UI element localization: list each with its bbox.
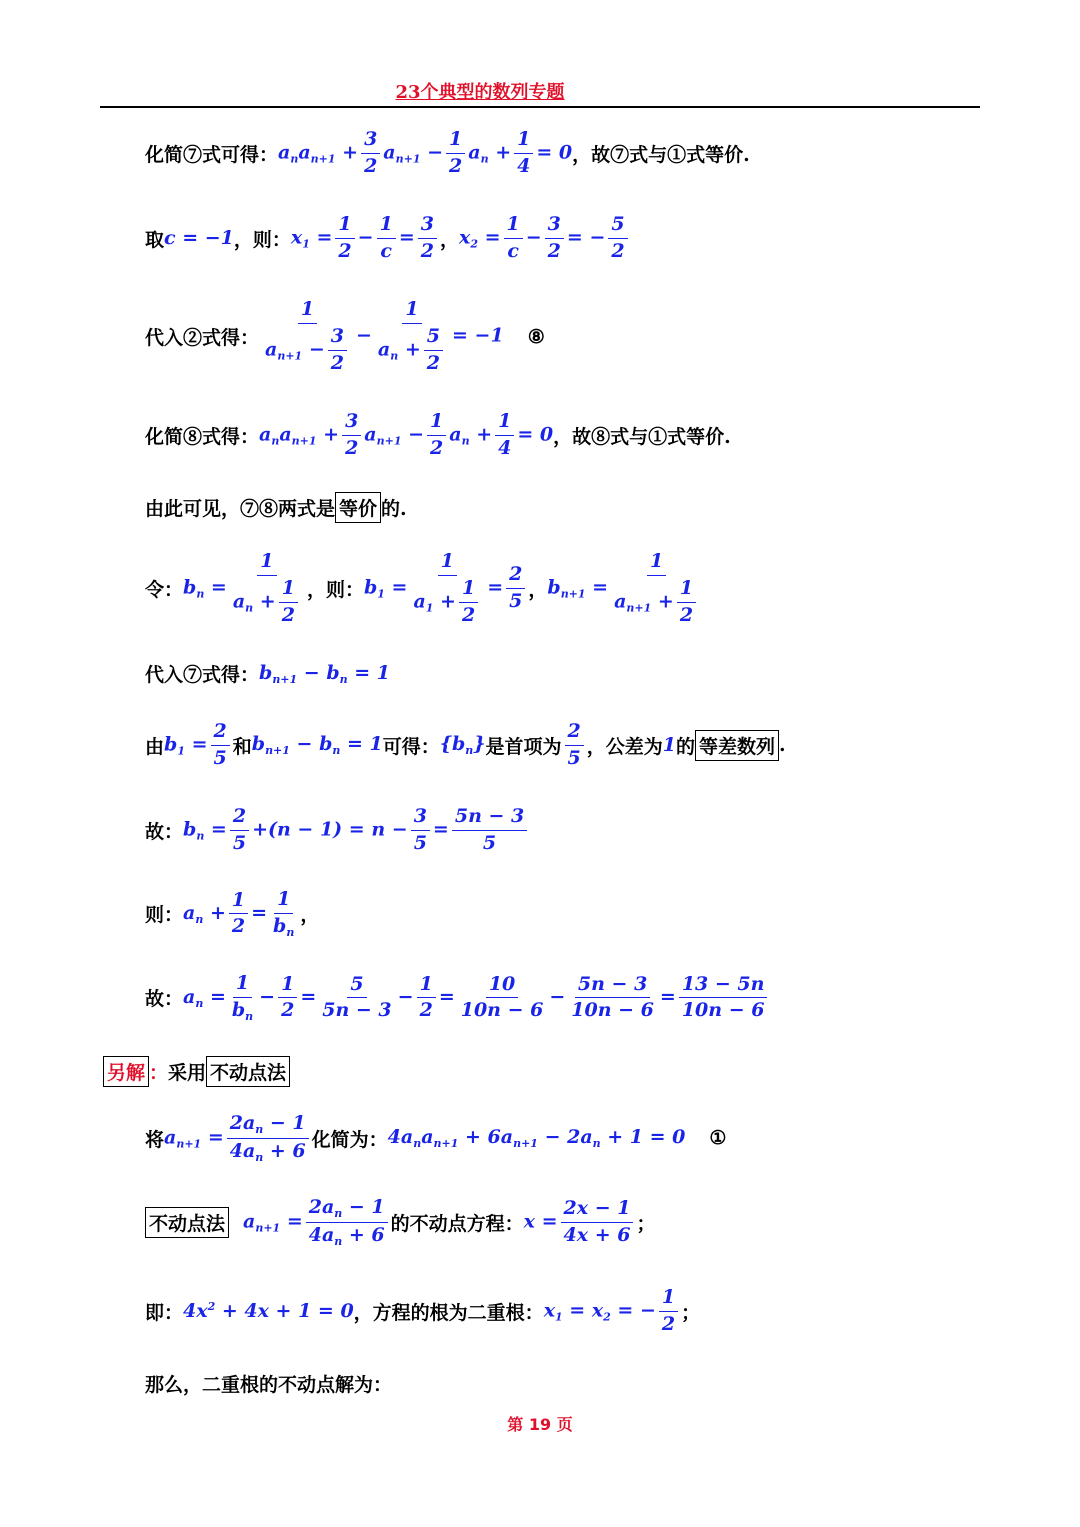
boxed-term: 等价: [335, 492, 381, 523]
text: 则：: [145, 904, 184, 927]
line-then-an: [145, 888, 319, 940]
text: 化简为：: [311, 1128, 388, 1151]
text: 和: [232, 735, 252, 758]
line-equivalent: [145, 492, 407, 523]
header-rule: [100, 106, 980, 108]
line-recurrence: [145, 1112, 726, 1165]
formula: $a_n$ = $\frac{1}{b_n}$ − $\frac{1}{2}$ = $\frac{5}{5n - 3}$ − $\frac{1}{2}$ = $\frac{10}{10n - 6}$ − $\frac{5n - 3}{10n - 6}$ = $\frac{13 - 5n}{10n - 6}$: [183, 972, 770, 1024]
text: ，则：: [233, 228, 291, 251]
formula: $a_{n+1}$ = $\frac{2a_n - 1}{4a_n + 6}$: [243, 1196, 391, 1249]
line-bn-formula: [145, 805, 530, 856]
alt-solution-label: 另解: [103, 1056, 149, 1087]
formula: $4a_na_{n+1} + 6a_{n+1} - 2a_n + 1 = 0$: [387, 1126, 686, 1151]
text: 那么，二重根的不动点解为：: [145, 1374, 393, 1396]
text: ①: [709, 1127, 727, 1150]
text: ，故⑧式与①式等价.: [553, 425, 731, 448]
boxed-term: 不动点法: [145, 1207, 229, 1238]
boxed-term: 不动点法: [206, 1056, 290, 1087]
text: 故：: [145, 820, 184, 843]
text: ，: [439, 228, 459, 251]
formula: $x_2$ = $\frac{1}{c}$ − $\frac{3}{2}$ = − $\frac{5}{2}$: [459, 213, 631, 264]
text: ：: [149, 1062, 169, 1084]
formula: $a_na_{n+1}$ + $\frac{3}{2}$ $a_{n+1}$ − $\frac{1}{2}$ $a_n$ + $\frac{1}{4}$ = 0: [259, 410, 554, 459]
text: 采用: [168, 1062, 207, 1084]
formula: $a_n$ + $\frac{1}{2}$ = $\frac{1}{b_n}$: [183, 888, 295, 939]
text: 代入②式得：: [145, 327, 260, 350]
text: 可得：: [382, 735, 440, 758]
formula: x = $\frac{2x - 1}{4x + 6}$: [524, 1197, 637, 1248]
page-number: 第 19 页: [507, 1415, 573, 1434]
text: 由此可见，⑦⑧两式是: [145, 498, 336, 520]
text: ，则：: [306, 579, 364, 602]
formula: $\{b_n\}$: [439, 733, 486, 758]
text: 代入⑦式得：: [145, 664, 260, 686]
text: 由: [145, 735, 165, 758]
line-take-c: [145, 213, 631, 264]
text: ，方程的根为二重根：: [353, 1301, 544, 1324]
line-alt-solution: [103, 1056, 290, 1087]
formula: $a_na_{n+1}$ + $\frac{3}{2}$ $a_{n+1}$ − $\frac{1}{2}$ $a_n$ + $\frac{1}{4}$ = 0: [278, 128, 573, 177]
text: 即：: [145, 1301, 184, 1324]
line-simplify-7: [145, 128, 750, 179]
formula: 1 $a_{n+1}$ − $\frac{3}{2}$ − 1 $a_n$ + $\frac{5}{2}$ = −1: [265, 298, 504, 374]
text: ，: [528, 579, 548, 602]
text: 令：: [145, 579, 184, 602]
text: ，: [300, 904, 320, 927]
line-let-bn: [145, 550, 705, 627]
line-double-root: [145, 1286, 700, 1337]
formula: $b_1$ = 1 $a_1$ + $\frac{1}{2}$ = $\frac{2}{5}$: [364, 550, 528, 627]
formula: $\frac{2}{5}$: [562, 720, 587, 771]
formula: $b_{n+1} - b_n = 1$: [251, 733, 383, 758]
text: 化简⑦式可得：: [145, 143, 279, 166]
line-substitute-7: [145, 660, 390, 687]
text: ，故⑦式与①式等价.: [572, 143, 750, 166]
text: .: [779, 734, 786, 757]
formula: 1: [662, 734, 676, 757]
line-simplify-8: [145, 410, 731, 461]
formula: $b_{n+1} - b_n = 1$: [259, 661, 390, 686]
text: ；: [681, 1301, 701, 1324]
formula: $a_{n+1}$ = $\frac{2a_n - 1}{4a_n + 6}$: [164, 1112, 312, 1165]
text: 将: [145, 1128, 165, 1151]
boxed-term: 等差数列: [695, 730, 779, 761]
page-header-title: 23个典型的数列专题: [395, 82, 565, 103]
formula: $b_{n+1}$ = 1 $a_{n+1}$ + $\frac{1}{2}$: [547, 550, 705, 627]
text: 是首项为: [485, 735, 562, 758]
text: 化简⑧式得：: [145, 425, 260, 448]
text: ⑧: [527, 325, 545, 348]
text: 故：: [145, 988, 184, 1011]
formula: $b_1$ = $\frac{2}{5}$: [164, 720, 233, 771]
formula: $b_n$ = 1 $a_n$ + $\frac{1}{2}$: [183, 550, 307, 627]
text: ；: [636, 1212, 656, 1235]
line-an-formula: [145, 972, 770, 1024]
line-substitute-2: [145, 298, 545, 375]
text: 的.: [381, 498, 407, 520]
formula: $x_1$ = $\frac{1}{2}$ − $\frac{1}{c}$ = $\frac{3}{2}$: [291, 213, 440, 264]
text: 的不动点方程：: [390, 1212, 524, 1235]
line-arithmetic-seq: [145, 720, 786, 771]
line-fixed-point-eq: [145, 1196, 655, 1249]
text: 的: [676, 735, 696, 758]
formula: $x_1 = x_2$ = − $\frac{1}{2}$: [544, 1286, 681, 1337]
formula: $b_n$ = $\frac{2}{5}$ +(n − 1) = n − $\frac{3}{5}$ = $\frac{5n - 3}{5}$: [183, 805, 530, 856]
text: 取: [145, 228, 165, 251]
text: ，公差为: [586, 735, 663, 758]
line-fixed-point-solution: [145, 1370, 392, 1397]
formula: $4x^2 + 4x + 1 = 0$: [183, 1300, 354, 1323]
formula: c = −1: [164, 227, 234, 250]
